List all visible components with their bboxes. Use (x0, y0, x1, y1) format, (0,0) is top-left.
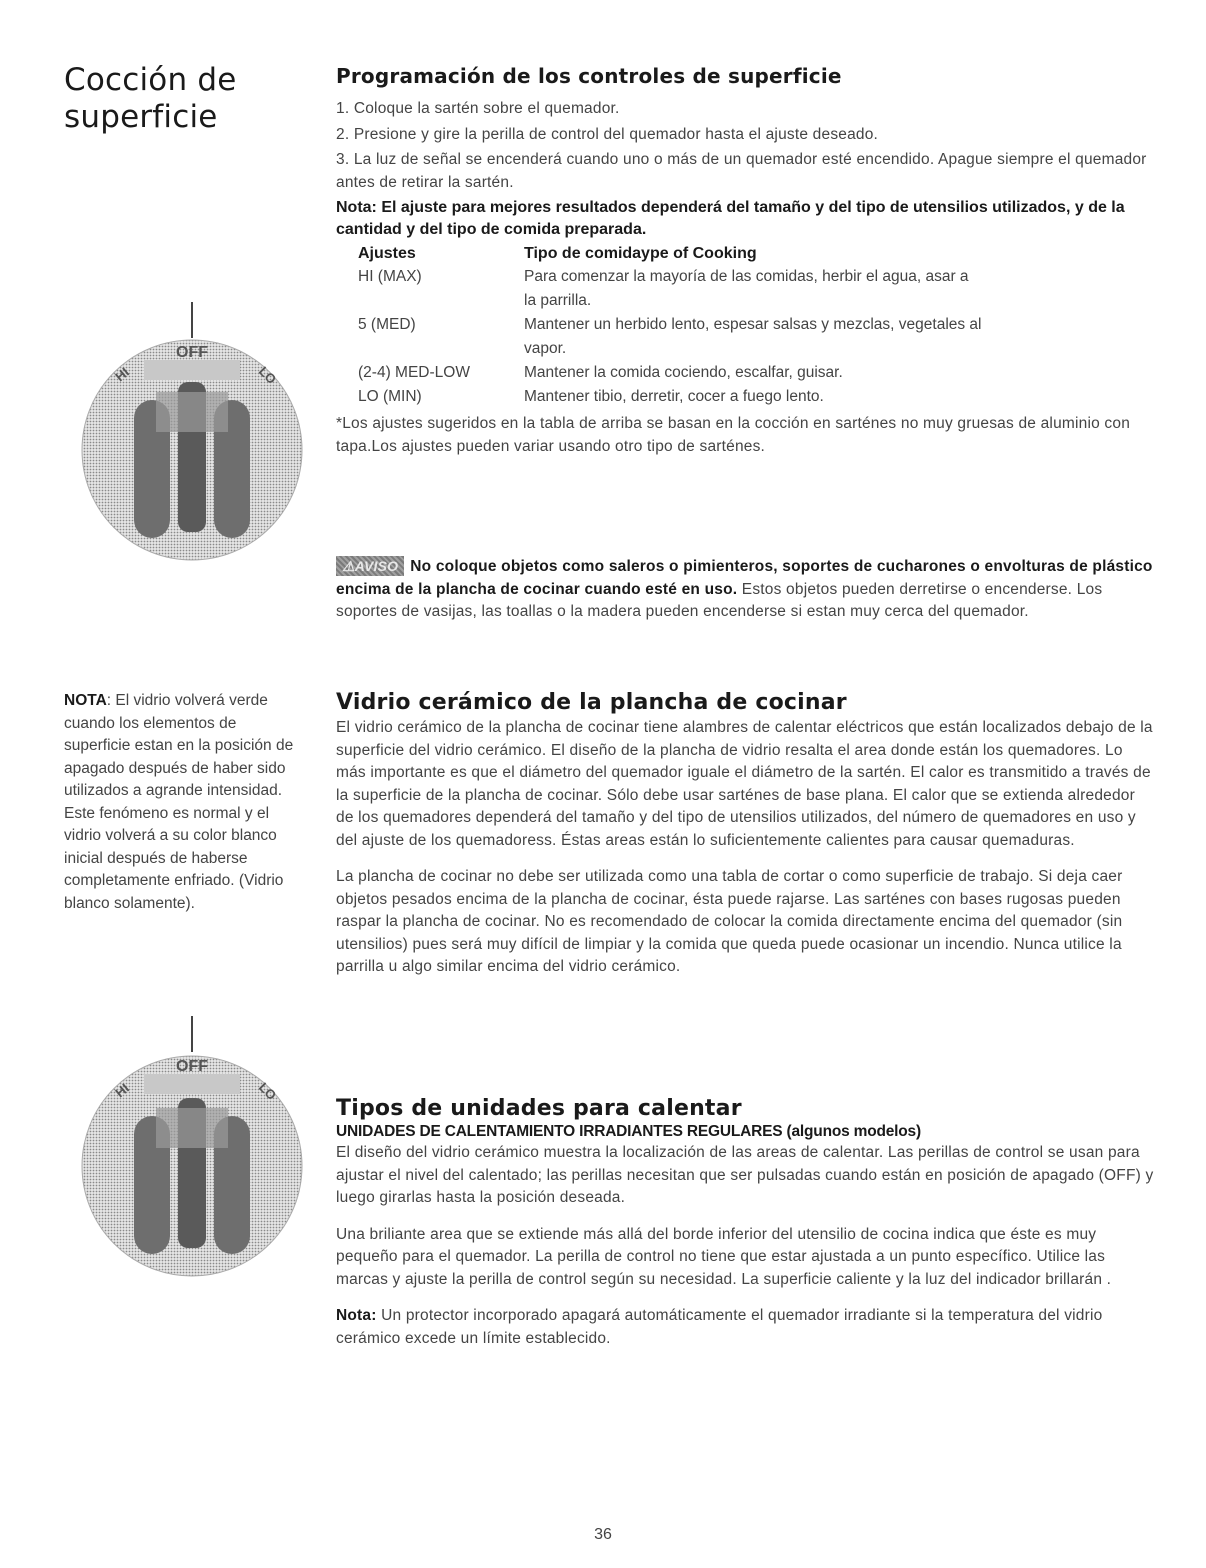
setting-cell: (2-4) MED-LOW (358, 364, 470, 381)
step-3: 3. La luz de señal se encenderá cuando uno o más de un quemador esté encendido. Apague siempre el quemador antes de retirar la sartén. (336, 151, 1147, 191)
warning-block (336, 556, 1156, 624)
use-cell: Para comenzar la mayoría de las comidas, herbir el agua, asar a la parrilla. (524, 268, 969, 309)
setting-cell: LO (MIN) (358, 388, 422, 405)
setting-cell: 5 (MED) (358, 316, 416, 333)
section-surface-controls (336, 64, 1156, 458)
sidebar-note-label: NOTA (64, 692, 107, 709)
use-cell: Mantener tibio, derretir, cocer a fuego lento. (524, 388, 824, 405)
warning-text: Estos objetos pueden derretirse o encenderse. Los soportes de vasijas, las toallas o la madera pueden encenderse si estan muy cerca del quemador. (336, 580, 1103, 620)
section-heading: Programación de los controles de superficie (336, 64, 842, 88)
steps-list (336, 98, 1156, 194)
use-cell: Mantener un herbido lento, espesar salsas y mezclas, vegetales al vapor. (524, 316, 982, 357)
warning-bold-text: No coloque objetos como saleros o pimienteros, soportes de cucharones o envolturas de plástico encima de la plancha de cocinar cuando esté en uso. (336, 558, 1153, 598)
knob-off-label: OFF (176, 1058, 208, 1075)
control-knob-illustration (62, 300, 324, 562)
section-subheading: UNIDADES DE CALENTAMIENTO IRRADIANTES REGULARES (algunos modelos) (336, 1123, 921, 1140)
settings-footnote: *Los ajustes sugeridos en la tabla de arriba se basan en la cocción en sarténes no muy gruesas de aluminio con tapa.Los ajustes pueden variar usando otro tipo de sarténes. (336, 415, 1131, 455)
header-cooking-type: Tipo de comidaype of Cooking (524, 245, 757, 262)
paragraph: El diseño del vidrio cerámico muestra la localización de las areas de calentar. Las perillas de control se usan para ajustar el nivel del calentado; las perillas necesitan que ser pulsadas cuando están en posición de apagado (OFF) y luego girarlas hasta la posición deseada. (336, 1144, 1154, 1206)
step-2: 2. Presione y gire la perilla de control del quemador hasta el ajuste deseado. (336, 125, 879, 143)
knob-off-label: OFF (176, 344, 208, 361)
table-header-row (358, 245, 984, 265)
knob-lo-label: LO (255, 1079, 280, 1103)
page-number: 36 (594, 1526, 612, 1543)
paragraph: Una briliante area que se extiende más allá del borde inferior del utensilio de cocina indica que éste es muy pequeño para el quemador. La perilla de control no tiene que estar ajustada a un punto específico. Utilice las marcas y ajuste la perilla de control según su necesidad. La superficie caliente y la luz del indicador brillarán . (336, 1225, 1112, 1288)
paragraph: La plancha de cocinar no debe ser utilizada como una tabla de cortar o como superficie de trabajo. Si deja caer objetos pesados encima de la plancha de cocinar, ésta puede rajarse. Las sarténes con bases rugosas pueden raspar la plancha de cocinar. No es recomendado de colocar la comida directamente encima del quemador (sin utensilios) pues será muy difícil de limpiar y la comida que queda puede ocasionar un incendio. Nunca utilice la parrilla u algo similar encima del vidrio cerámico. (336, 868, 1123, 975)
table-row (358, 385, 984, 409)
section-heading: Vidrio cerámico de la plancha de cocinar (336, 690, 847, 715)
section-ceramic-glass (336, 690, 1156, 979)
note-label: Nota: (336, 1307, 377, 1324)
table-row (358, 313, 984, 361)
note-paragraph (336, 1305, 1156, 1350)
settings-table (358, 245, 984, 409)
knob-lo-label: LO (255, 363, 280, 387)
table-row (358, 361, 984, 385)
setting-cell: HI (MAX) (358, 268, 422, 285)
note-text: Un protector incorporado apagará automáticamente el quemador irradiante si la temperatura del vidrio cerámico excede un límite establecido. (336, 1307, 1103, 1347)
sidebar-note-text: : El vidrio volverá verde cuando los elementos de superficie estan en la posición de apagado después de haber sido utilizados a agrande intensidad. Este fenómeno es normal y el vidrio volverá a su color blanco inicial después de haberse completamente enfriado. (Vidrio blanco solamente). (64, 692, 294, 912)
paragraph: El vidrio cerámico de la plancha de cocinar tiene alambres de calentar eléctricos que están localizados debajo de la superficie del vidrio cerámico. El diseño de la plancha de vidrio resalta el area donde están los quemadores. Lo más importante es que el diámetro del quemador iguale el diámetro de la sartén. El calor es transmitido a través de la superficie de la plancha de cocinar. Sólo debe usar sarténes de base plana. El calor que se extienda alrededor de los quemadores dependerá del tamaño y del tipo de utensilios utilizados, del número de quemadores en uso y del ajuste de los quemadoress. Éstas areas están lo suficientemente calientes para causar quemaduras. (336, 719, 1153, 849)
settings-note: Nota: El ajuste para mejores resultados dependerá del tamaño y del tipo de utensilios utilizados, y de la cantidad y del tipo de comida preparada. (336, 199, 1125, 238)
table-row (358, 265, 984, 313)
use-cell: Mantener la comida cociendo, escalfar, guisar. (524, 364, 843, 381)
knob-hi-label: HI (112, 364, 132, 385)
knob-hi-label: HI (112, 1080, 132, 1101)
control-knob-illustration (62, 1016, 324, 1278)
sidebar-note (64, 690, 304, 915)
section-heading: Tipos de unidades para calentar (336, 1096, 742, 1121)
section-heating-units (336, 1096, 1156, 1350)
warning-badge: ⚠AVISO (336, 556, 404, 576)
page-title: Cocción de superficie (64, 62, 237, 135)
header-settings: Ajustes (358, 245, 416, 262)
step-1: 1. Coloque la sartén sobre el quemador. (336, 100, 620, 117)
